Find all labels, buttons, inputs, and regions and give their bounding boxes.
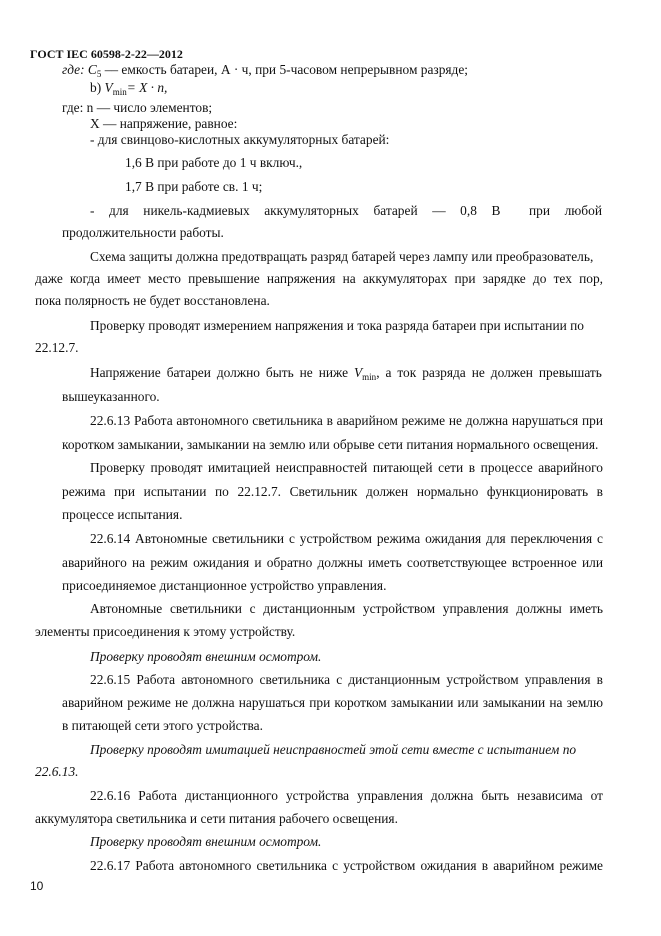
voltage-limit-line-1: Напряжение батареи должно быть не ниже $V_{min}$, а ток разряда не должен превышать	[90, 365, 602, 382]
check-voltage-line-2: 22.12.7.	[35, 340, 79, 355]
clause-22-6-14-line-3: присоединяемое дистанционное устройство управления.	[62, 578, 387, 593]
check-external-inspection-1: Проверку проводят внешним осмотром.	[90, 649, 322, 664]
clause-22-6-16-line-1: 22.6.16 Работа дистанционного устройства управления должна быть независима от	[90, 788, 603, 803]
page-number: 10	[30, 879, 44, 893]
protection-paragraph-line-2: даже когда имеет место превышение напряжения на аккумуляторах при зарядке до тех пор,	[35, 271, 603, 286]
clause-22-6-13-line-1: 22.6.13 Работа автономного светильника в аварийном режиме не должна нарушаться при	[90, 413, 603, 428]
protection-paragraph-line-3: пока полярность не будет восстановлена.	[35, 293, 270, 308]
lead-acid-heading: - для свинцово-кислотных аккумуляторных батарей:	[90, 132, 390, 147]
check-22-6-15-line-2: 22.6.13.	[35, 764, 79, 779]
document-header: ГОСТ IEC 60598-2-22—2012	[30, 47, 183, 61]
formula-c5-definition: где: $C_5$ –– емкость батареи, А · ч, при 5-часовом непрерывном разряде;	[62, 62, 469, 79]
nicd-line-end: продолжительности работы.	[62, 225, 224, 240]
remote-elements-line-2: элементы присоединения к этому устройству.	[35, 624, 296, 639]
clause-22-6-14-line-1: 22.6.14 Автономные светильники с устройством режима ожидания для переключения с	[90, 531, 603, 546]
protection-paragraph-line-1: Схема защиты должна предотвращать разряд батарей через лампу или преобразователь,	[90, 249, 594, 264]
clause-22-6-16-line-2: аккумулятора светильника и сети питания рабочего освещения.	[35, 811, 398, 826]
remote-elements-line-1: Автономные светильники с дистанционным устройством управления должны иметь	[90, 601, 603, 616]
check-22-6-13-line-1: Проверку проводят имитацией неисправностей питающей сети в процессе аварийного	[90, 460, 603, 475]
check-22-6-13-line-3: процессе испытания.	[62, 507, 183, 522]
clause-22-6-15-line-2: аварийном режиме не должна нарушаться при коротком замыкании или замыкании на землю	[62, 695, 603, 710]
lead-acid-value-2: 1,7 В при работе св. 1 ч;	[125, 179, 263, 194]
nicd-line: - для никель-кадмиевых аккумуляторных батарей — 0,8 В при любой	[90, 203, 602, 218]
clause-22-6-14-line-2: аварийного на режим ожидания и обратно должны иметь соответствующее встроенное или	[62, 555, 603, 570]
check-22-6-15-line-1: Проверку проводят имитацией неисправностей этой сети вместе с испытанием по	[90, 742, 577, 757]
lead-acid-value-1: 1,6 В при работе до 1 ч включ.,	[125, 155, 303, 170]
check-22-6-13-line-2: режима при испытании по 22.12.7. Светильник должен нормально функционировать в	[62, 484, 603, 499]
check-voltage-line-1: Проверку проводят измерением напряжения и тока разряда батареи при испытании по	[90, 318, 585, 333]
clause-22-6-13-line-2: коротком замыкании, замыкании на землю или обрыве сети питания нормального освещения.	[62, 437, 599, 452]
clause-22-6-15-line-3: в питающей сети этого устройства.	[62, 718, 263, 733]
voltage-limit-line-2: вышеуказанного.	[62, 389, 160, 404]
clause-22-6-17-line-1: 22.6.17 Работа автономного светильника с устройством ожидания в аварийном режиме	[90, 858, 603, 873]
check-external-inspection-2: Проверку проводят внешним осмотром.	[90, 834, 322, 849]
clause-22-6-15-line-1: 22.6.15 Работа автономного светильника с дистанционным устройством управления в	[90, 672, 603, 687]
formula-x-definition: X — напряжение, равное:	[90, 116, 238, 131]
formula-n-definition: где: n — число элементов;	[62, 100, 213, 115]
formula-vmin: b) $V_{min}= X \cdot n$,	[90, 80, 168, 97]
